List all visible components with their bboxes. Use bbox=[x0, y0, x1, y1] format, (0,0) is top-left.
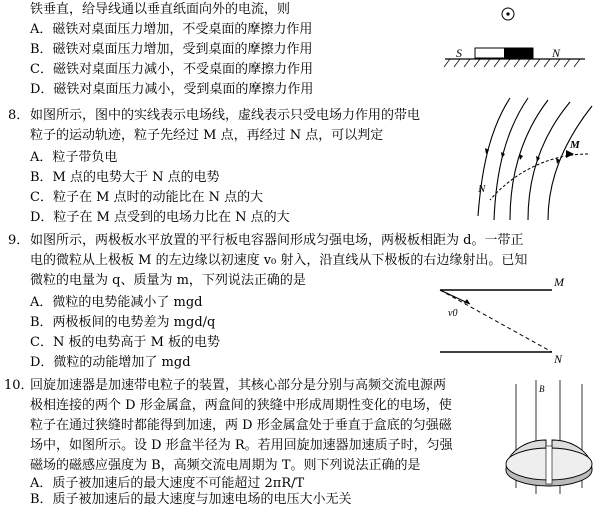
q8-option-c: C．粒子在 M 点时的动能比在 N 点的大 bbox=[30, 190, 264, 205]
cyclotron-figure bbox=[502, 378, 596, 498]
q7-option-d: D．磁铁对桌面压力减小，受到桌面的摩擦力作用 bbox=[30, 82, 314, 97]
q8-stem-line-2: 粒子的运动轨迹，粒子先经过 M 点，再经过 N 点，可以判定 bbox=[30, 128, 384, 143]
capacitor-figure bbox=[436, 274, 596, 366]
field-line-arrows bbox=[485, 148, 560, 164]
field-lines bbox=[478, 98, 592, 220]
q8-stem-line-1: 如图所示，图中的实线表示电场线，虚线表示只受电场力作用的带电 bbox=[30, 108, 421, 123]
q8-number: 8． bbox=[8, 108, 30, 123]
q7-option-b: B．磁铁对桌面压力增加，受到桌面的摩擦力作用 bbox=[30, 42, 313, 57]
q9-option-c: C．N 板的电势高于 M 板的电势 bbox=[30, 335, 221, 350]
q10-stem-line-4: 场中，如图所示。设 D 形盒半径为 R。若用回旋加速器加速质子时，匀强 bbox=[30, 438, 453, 453]
q9-stem-line-1: 如图所示，两极板水平放置的平行板电容器间形成匀强电场，两极板相距为 d。一带正 bbox=[30, 233, 524, 248]
q10-stem-line-1: 回旋加速器是加速带电粒子的装置，其核心部分是分别与高频交流电源两 bbox=[30, 378, 447, 393]
point-m-label: M bbox=[570, 139, 580, 151]
q7-option-c: C．磁铁对桌面压力减小，不受桌面的摩擦力作用 bbox=[30, 62, 313, 77]
q7-option-a: A．磁铁对桌面压力增加，不受桌面的摩擦力作用 bbox=[30, 22, 313, 37]
q9-option-a: A．微粒的电势能减小了 mgd bbox=[30, 295, 203, 310]
plate-m-label: M bbox=[554, 275, 564, 289]
v0-label: v0 bbox=[448, 308, 458, 319]
q8-option-b: B．M 点的电势大于 N 点的电势 bbox=[30, 170, 220, 185]
magnet-n-half bbox=[504, 48, 533, 58]
q9-option-d: D．微粒的动能增加了 mgd bbox=[30, 355, 191, 370]
plate-n-label: N bbox=[554, 352, 563, 366]
q9-option-b: B．两极板间的电势差为 mgd/q bbox=[30, 315, 216, 330]
q8-option-d: D．粒子在 M 点受到的电场力比在 N 点的大 bbox=[30, 210, 290, 225]
q9-number: 9． bbox=[8, 233, 30, 248]
q10-option-a: A．质子被加速后的最大速度不可能超过 2πR/T bbox=[30, 476, 305, 491]
q9-stem-line-2: 电的微粒从上极板 M 的左边缘以初速度 v₀ 射入，沿直线从下极板的右边缘射出。已知 bbox=[30, 253, 528, 268]
magnet-wire-figure bbox=[440, 2, 590, 74]
table-hatching bbox=[444, 59, 580, 67]
q9-stem-line-3: 微粒的电量为 q、质量为 m，下列说法正确的是 bbox=[30, 273, 306, 288]
q10-option-b: B．质子被加速后的最大速度与加速电场的电压大小无关 bbox=[30, 492, 352, 507]
q8-option-a: A．粒子带负电 bbox=[30, 150, 118, 165]
magnet-n-label: N bbox=[552, 46, 561, 60]
wire-out-of-page-icon bbox=[502, 8, 514, 20]
q10-stem-line-2: 极相连接的两个 D 形金属盒，两盒间的狭缝中形成周期性变化的电场，使 bbox=[30, 398, 452, 413]
point-n-label: N bbox=[478, 183, 486, 195]
q10-stem-line-5: 磁场的磁感应强度为 B，高频交流电周期为 T。则下列说法正确的是 bbox=[30, 458, 421, 473]
electric-field-figure bbox=[470, 92, 596, 224]
d-shaped-boxes bbox=[506, 440, 592, 486]
particle-trajectory bbox=[490, 154, 588, 200]
particle-path bbox=[440, 290, 552, 352]
field-b-label: B bbox=[539, 384, 545, 394]
q10-stem-line-3: 粒子在通过狭缝时都能得到加速，两 D 形金属盒处于垂直于盒底的匀强磁 bbox=[30, 418, 452, 433]
q10-number: 10． bbox=[4, 378, 34, 393]
magnet-s-label: S bbox=[456, 46, 462, 60]
trajectory-arrow-icon bbox=[566, 150, 574, 158]
q7-tail-text: 铁垂直，给导线通以垂直纸面向外的电流，则 bbox=[30, 2, 291, 17]
